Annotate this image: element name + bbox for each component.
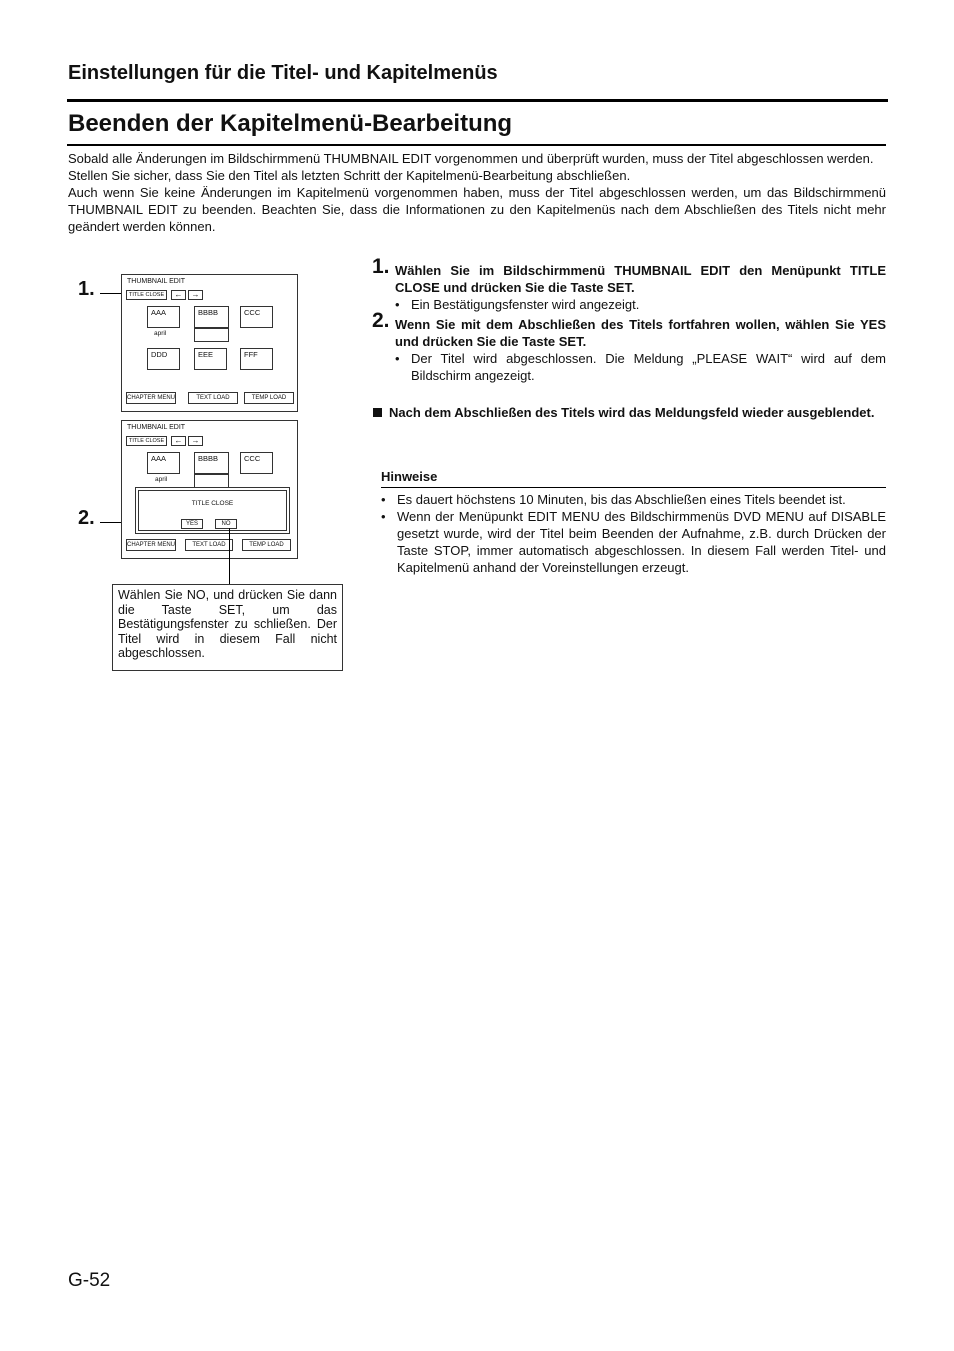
yes-button[interactable]: YES: [181, 519, 203, 529]
step-bullet: • Der Titel wird abgeschlossen. Die Meldung „PLEASE WAIT“ wird auf dem Bildschirm angezeigt.: [395, 350, 886, 384]
page-title: Beenden der Kapitelmenü-Bearbeitung: [68, 110, 513, 137]
step-heading: Wenn Sie mit dem Abschließen des Titels fortfahren wollen, wählen Sie YES und drücken Sie die Taste SET.: [395, 317, 886, 349]
screen-title: THUMBNAIL EDIT: [127, 424, 186, 431]
title-close-button[interactable]: TITLE CLOSE: [126, 290, 167, 300]
thumbnail-blank: [194, 474, 229, 488]
arrow-left-icon[interactable]: ←: [171, 436, 186, 446]
chapter-menu-button[interactable]: CHAPTER MENU: [126, 539, 176, 551]
step-2: [372, 309, 886, 384]
hinweise-section: [381, 468, 886, 576]
callout-box: Wählen Sie NO, und drücken Sie dann die Taste SET, um das Bestätigungsfenster zu schließen. Der Titel wird in diesem Fall nicht abgeschlossen.: [112, 584, 343, 671]
section-rule: [67, 99, 888, 102]
thumbnail-edit-screen-2: [121, 420, 298, 559]
step-1: [372, 255, 886, 313]
hinweise-item: • Wenn der Menüpunkt EDIT MENU des Bildschirmmenüs DVD MENU auf DISABLE gesetzt wurde, wird der Titel beim Beenden der Aufnahme, z.B. durch Drücken der Taste STOP, immer automatisch abgeschlossen. In diesem Fall werden Titel- und Kapitelmenü anhand der Voreinstellungen erzeugt.: [381, 508, 886, 576]
page-number: G-52: [68, 1270, 111, 1291]
thumbnail[interactable]: AAA: [147, 306, 180, 328]
arrow-right-icon[interactable]: →: [188, 290, 203, 300]
section-title: Einstellungen für die Titel- und Kapitelmenüs: [68, 62, 498, 84]
chapter-menu-button[interactable]: CHAPTER MENU: [126, 392, 176, 404]
hinweise-item: • Es dauert höchstens 10 Minuten, bis das Abschließen eines Titels beendet ist.: [381, 491, 886, 508]
thumbnail[interactable]: AAA: [147, 452, 180, 474]
thumbnail[interactable]: CCC: [240, 306, 273, 328]
intro-text: [68, 150, 886, 235]
thumbnail[interactable]: BBBB: [194, 452, 229, 474]
thumbnail[interactable]: BBBB: [194, 306, 229, 328]
dialog-frame: [138, 490, 287, 531]
square-note: [372, 404, 886, 421]
temp-load-button[interactable]: TEMP LOAD: [244, 392, 294, 404]
intro-paragraph: Auch wenn Sie keine Änderungen im Kapitelmenü vorgenommen haben, muss der Titel abgeschlossen werden, um das Bildschirmmenü THUMBNAIL EDIT zu beenden. Beachten Sie, dass die Informationen zu den Kapitelmenüs nach dem Abschließen des Titels nicht mehr geändert werden können.: [68, 185, 886, 234]
temp-load-button[interactable]: TEMP LOAD: [242, 539, 291, 551]
step-number: 1.: [372, 255, 390, 278]
step-bullet: • Ein Bestätigungsfenster wird angezeigt.: [395, 296, 886, 313]
intro-paragraph: Stellen Sie sicher, dass Sie den Titel als letzten Schritt der Kapitelmenü-Bearbeitung abschließen.: [68, 168, 631, 183]
screen-title: THUMBNAIL EDIT: [127, 278, 186, 285]
hinweise-heading: Hinweise: [381, 468, 886, 488]
thumbnail[interactable]: DDD: [147, 348, 180, 370]
text-load-button[interactable]: TEXT LOAD: [188, 392, 238, 404]
thumbnail-blank: [194, 328, 229, 342]
thumbnail-edit-screen-1: [121, 274, 298, 412]
arrow-left-icon[interactable]: ←: [171, 290, 186, 300]
thumbnail[interactable]: EEE: [194, 348, 227, 370]
step-list: [372, 255, 886, 421]
text-load-button[interactable]: TEXT LOAD: [185, 539, 233, 551]
intro-paragraph: Sobald alle Änderungen im Bildschirmmenü THUMBNAIL EDIT vorgenommen und überprüft wurden, muss der Titel abgeschlossen werden.: [68, 151, 874, 166]
thumbnail-caption: april: [154, 330, 167, 337]
square-note-text: Nach dem Abschließen des Titels wird das Meldungsfeld wieder ausgeblendet.: [389, 405, 875, 420]
step-label-2: 2.: [78, 507, 95, 529]
title-close-button[interactable]: TITLE CLOSE: [126, 436, 167, 446]
callout-pointer-line: [229, 528, 230, 584]
step-number: 2.: [372, 309, 390, 332]
thumbnail[interactable]: FFF: [240, 348, 273, 370]
step-label-1: 1.: [78, 278, 95, 300]
title-close-dialog: [135, 487, 290, 534]
step-heading: Wählen Sie im Bildschirmmenü THUMBNAIL EDIT den Menüpunkt TITLE CLOSE und drücken Sie die Taste SET.: [395, 263, 886, 295]
thumbnail-caption: april: [155, 476, 168, 483]
arrow-right-icon[interactable]: →: [188, 436, 203, 446]
dialog-title: TITLE CLOSE: [191, 500, 234, 507]
no-button[interactable]: NO: [215, 519, 237, 529]
thumbnail[interactable]: CCC: [240, 452, 273, 474]
square-bullet-icon: [373, 408, 382, 417]
title-rule: [67, 144, 886, 146]
